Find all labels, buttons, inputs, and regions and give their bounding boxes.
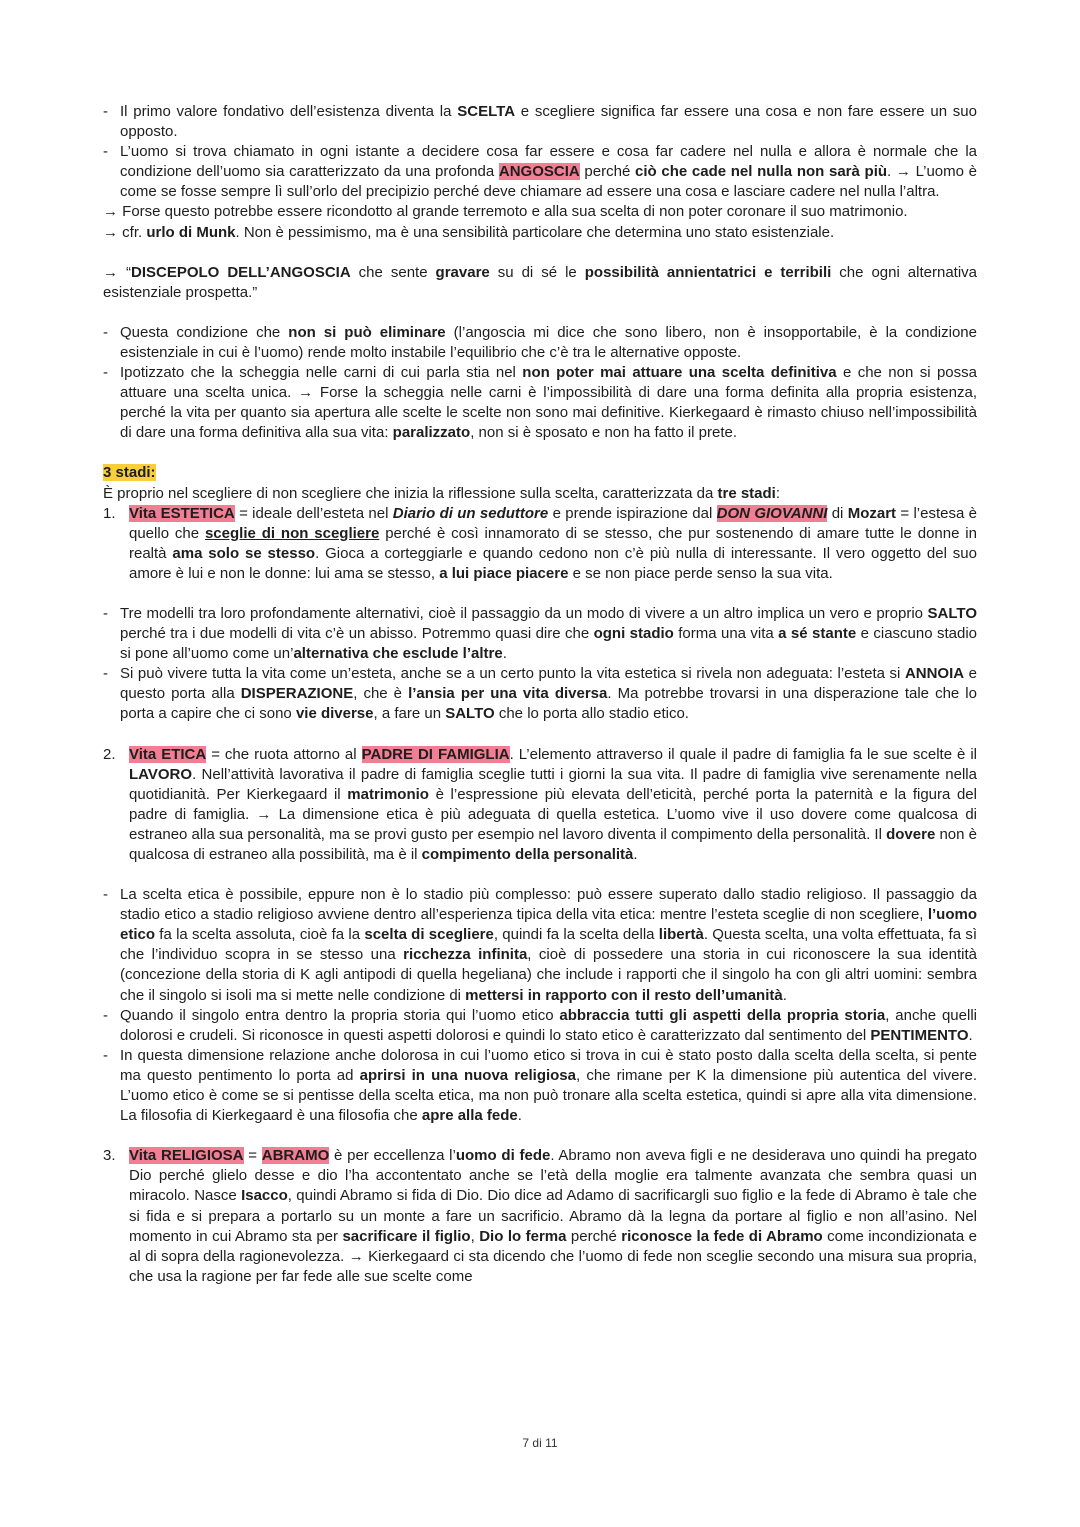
text-run: che sente [350, 263, 436, 281]
text-run: perché è così innamorato di se stesso, che pur sostenendo di amare tutte le donne in realtà [129, 524, 977, 562]
text-run: è l’espressione più elevata dell’eticità, perché porta la paternità e la figura del padre di famiglia. → La dimensione etica è più adeguata di quella estetica. L’uomo vive il uso dovere come qualcosa di estraneo alla sua personalità, ma se provi gusto per esempio nel lavoro diventa il compimento della personalità. Il [129, 785, 977, 843]
emphasis-text: non poter mai attuare una scelta definitiva [522, 364, 837, 382]
emphasis-text: mettersi in rapporto con il resto dell’umanità [465, 986, 783, 1004]
emphasis-text: aprirsi in una nuova religiosa [359, 1066, 576, 1084]
text-run: perché [566, 1227, 622, 1245]
emphasis-text: sacrificare il figlio [342, 1227, 471, 1245]
list-number: 2. [103, 745, 116, 763]
text-run: In questa dimensione relazione anche dolorosa in cui l’uomo etico si trova in cui è stato posto dalla scelta della scelta, si pente ma questo pentimento lo porta ad [120, 1046, 977, 1084]
text-run: Questa condizione che [120, 323, 289, 341]
emphasis-text: possibilità annientatrici e terribili [584, 263, 832, 281]
text-run: , [470, 1227, 480, 1245]
emphasis-text: paralizzato [392, 424, 471, 442]
bullet-item [103, 363, 977, 443]
text-run: La scelta etica è possibile, eppure non è lo stadio più complesso: può essere superato dallo stadio religioso. Il passaggio da stadio etico a stadio religioso avviene dentro all’esperienza tipica della vita etica: mentre l’esteta sceglie di non scegliere, [120, 886, 977, 924]
text-run: : [775, 484, 781, 502]
text-run: Ipotizzato che la scheggia nelle carni di cui parla stia nel [120, 364, 523, 382]
page-number: 7 di 11 [522, 1436, 558, 1450]
bullet-item [103, 604, 977, 664]
emphasis-text: sceglie di non scegliere [204, 524, 380, 542]
text-run: → Forse questo potrebbe essere ricondotto al grande terremoto e alla sua scelta di non poter coronare il suo matrimonio. [103, 203, 908, 221]
emphasis-text: ricchezza infinita [403, 946, 528, 964]
paragraph [103, 223, 977, 243]
text-run: = l’estesa è quello che [129, 504, 978, 542]
text-run: . Abramo non aveva figli e ne desiderava uno quindi ha pregato Dio perché glielo desse e dio l’ha accontentato anche se l’età della moglie era talmente avanzata che sembra quasi un miracolo. Nasce [129, 1147, 977, 1205]
emphasis-text: SCELTA [457, 103, 516, 120]
text-run: → cfr. [103, 223, 147, 241]
text-run: , non si è sposato e non ha fatto il prete. [470, 424, 738, 442]
text-run: e ciascuno stadio si pone all’uomo come un’ [120, 625, 977, 663]
paragraph [103, 484, 977, 504]
text-run: Tre modelli tra loro profondamente alternativi, cioè il passaggio da un modo di vivere a un altro implica un vero e proprio [120, 604, 928, 622]
text-run: Si può vivere tutta la vita come un’esteta, anche se a un certo punto la vita estetica si rivela non adeguata: l’esteta si [120, 665, 905, 683]
text-run: → “ [103, 263, 131, 281]
emphasis-text: a lui piace piacere [439, 564, 569, 582]
text-run: È proprio nel scegliere di non scegliere che inizia la riflessione sulla scelta, caratterizzata da [103, 484, 718, 502]
text-run: e scegliere significa far essere una cosa e non fare essere un suo opposto. [120, 103, 977, 141]
text-run: (l’angoscia mi dice che sono libero, non è insopportabile, è la condizione esistenziale in cui è l’uomo) rende molto instabile l’equilibrio che c’è tra le alternative opposte. [120, 323, 977, 361]
emphasis-text: Vita ESTETICA [129, 504, 235, 522]
emphasis-text: SALTO [927, 604, 977, 622]
text-run: perché tra i due modelli di vita c’è un abisso. Potremmo quasi dire che [120, 625, 594, 643]
text-run: . [968, 1026, 973, 1044]
emphasis-text: ama solo se stesso [172, 544, 316, 562]
emphasis-text: riconosce la fede di Abramo [621, 1227, 823, 1245]
emphasis-text: Diario di un seduttore [392, 504, 549, 522]
numbered-item [103, 1146, 977, 1287]
bullet-item [103, 664, 977, 724]
emphasis-text: l’uomo etico [120, 906, 977, 944]
emphasis-text: non si può eliminare [288, 323, 446, 341]
text-run: , a fare un [373, 705, 446, 723]
paragraph [103, 202, 977, 222]
paragraph-spacer [103, 243, 977, 263]
numbered-item [103, 504, 977, 584]
bullet-item [103, 102, 977, 142]
text-run: , che è [353, 685, 409, 703]
text-run: , quindi Abramo si fida di Dio. Dio dice ad Adamo di sacrificargli suo figlio e la fede di Abramo è tale che si fida e si prepara a portarlo su un monte a fare un sacrificio. Abramo dà la legna da portare al figlio e non all’asino. Nel momento in cui Abramo sta per [129, 1187, 978, 1245]
text-run: di [827, 504, 848, 522]
numbered-item [103, 745, 977, 866]
emphasis-text: vie diverse [295, 705, 374, 723]
list-number: 1. [103, 504, 116, 522]
text-run: che ogni alternativa esistenziale prospetta.” [103, 263, 978, 301]
paragraph-spacer [103, 1126, 977, 1146]
emphasis-text: 3 stadi: [103, 464, 156, 482]
paragraph-spacer [103, 443, 977, 463]
text-run: . Ma potrebbe trovarsi in una disperazione tale che lo porta a capire che ci sono [120, 685, 977, 723]
text-run: Il primo valore fondativo dell’esistenza diventa la [120, 103, 458, 120]
text-run: L’uomo si trova chiamato in ogni istante a decidere cosa far essere e cosa far cadere nel nulla e allora è normale che la condizione dell’uomo sia caratterizzato da una profonda [120, 143, 977, 181]
emphasis-text: tre stadi [717, 484, 776, 502]
text-run: Quando il singolo entra dentro la propria storia qui l’uomo etico [120, 1006, 560, 1024]
text-run: . L’elemento attraverso il quale il padre di famiglia fa le sue scelte è il [509, 745, 978, 763]
emphasis-text: abbraccia tutti gli aspetti della propria storia [559, 1006, 886, 1024]
document-body [103, 102, 977, 1287]
emphasis-text: Vita RELIGIOSA [129, 1147, 244, 1165]
bullet-item [103, 1046, 977, 1126]
text-run: . → L’uomo è come se fosse sempre lì sull’orlo del precipizio perché deve chiamare ad essere una cosa e lasciare cadere nel nulla l’altra. [120, 163, 977, 201]
text-run: . Gioca a corteggiarle e quando cedono non c’è più nulla di interessante. Il vero oggetto del suo amore è lui e non le donne: lui ama se stesso, [129, 544, 977, 582]
text-run: e questo porta alla [120, 665, 977, 703]
emphasis-text: compimento della personalità [421, 846, 634, 863]
paragraph-spacer [103, 584, 977, 604]
text-run: = [243, 1147, 262, 1165]
text-run: , anche quelli dolorosi e crudeli. Si riconosce in questi aspetti dolorosi e quindi lo stato etico è caratterizzato dal sentimento del [120, 1006, 977, 1044]
text-run: = ideale dell’esteta nel [234, 504, 393, 522]
emphasis-text: matrimonio [347, 785, 429, 803]
text-run: e che non si possa attuare una scelta unica. → Forse la scheggia nelle carni è l’impossibilità di dare una forma definita alla propria esistenza, perché la vita per quanto sia apertura alle scelte le scelte non sono mai definitive. Kierkegaard è rimasto chiuso nell’impossibilità di dare una forma definitiva alla sua vita: [120, 364, 977, 442]
emphasis-text: dovere [886, 825, 936, 843]
text-run: che lo porta allo stadio etico. [494, 705, 689, 723]
emphasis-text: ogni stadio [593, 625, 674, 643]
text-run: , quindi fa la scelta della [493, 926, 659, 944]
text-run: , che rimane per K la dimensione più autentica del vivere. L’uomo etico è come se si pentisse della scelta etica, ma non può tronare alla scelta estetica, quindi si apre alla vita dimensione. La filosofia di Kierkegaard è una filosofia che [120, 1066, 977, 1125]
text-run: . [502, 645, 507, 663]
emphasis-text: a sé stante [778, 625, 857, 643]
emphasis-text: urlo di Munk [146, 223, 236, 241]
emphasis-text: libertà [658, 926, 704, 944]
paragraph-spacer [103, 725, 977, 745]
text-run: è per eccellenza l’ [329, 1147, 456, 1165]
emphasis-text: Isacco [241, 1187, 288, 1205]
bullet-item [103, 323, 977, 363]
text-run: . [782, 986, 787, 1004]
text-run: . Nell’attività lavorativa il padre di famiglia sceglie tutti i giorni la sua vita. Il padre di famiglia vive serenamente nella quotidianità. Per Kierkegaard il [129, 765, 977, 803]
text-run: perché [579, 163, 635, 181]
bullet-item [103, 885, 977, 1006]
emphasis-text: apre alla fede [421, 1107, 518, 1125]
paragraph [103, 263, 977, 303]
emphasis-text: Dio lo ferma [479, 1227, 567, 1245]
text-run: forma una vita [673, 625, 779, 643]
emphasis-text: alternativa che esclude l’altre [293, 645, 503, 663]
text-run: e prende ispirazione dal [548, 504, 717, 522]
emphasis-text: ANGOSCIA [498, 163, 580, 181]
emphasis-text: DON GIOVANNI [716, 504, 828, 522]
emphasis-text: DISCEPOLO DELL’ANGOSCIA [131, 263, 351, 281]
emphasis-text: ANNOIA [904, 665, 965, 683]
text-run: come incondizionata e al di sopra della ragionevolezza. → Kierkegaard ci sta dicendo che l’uomo di fede non sceglie secondo una misura sua propria, che usa la ragione per far fede alle sue scelte come [129, 1227, 977, 1285]
emphasis-text: uomo di fede [455, 1147, 551, 1165]
emphasis-text: l’ansia per una vita diversa [408, 685, 608, 703]
emphasis-text: PENTIMENTO [870, 1026, 969, 1044]
paragraph [103, 463, 977, 483]
text-run: . [517, 1107, 522, 1125]
paragraph-spacer [103, 865, 977, 885]
text-run: . [633, 846, 638, 863]
text-run: e se non piace perde senso la sua vita. [568, 564, 833, 582]
bullet-item [103, 1006, 977, 1046]
emphasis-text: PADRE DI FAMIGLIA [361, 745, 510, 763]
bullet-item [103, 142, 977, 202]
list-number: 3. [103, 1147, 116, 1165]
emphasis-text: Vita ETICA [129, 745, 207, 763]
paragraph-spacer [103, 303, 977, 323]
text-run: fa la scelta assoluta, cioè fa la [155, 926, 365, 944]
text-run: , cioè di possedere una storia in cui riconoscere la sua identità (concezione della storia di K agli antipodi di quella hegeliana) che include i rapporti che il singolo ha con gli altri uomini: sembra che il singolo si isoli ma si mette nelle condizione di [120, 946, 977, 1004]
emphasis-text: LAVORO [129, 765, 193, 783]
text-run: . Questa scelta, una volta effettuata, fa sì che l’individuo scopra in se stesso una [120, 926, 977, 964]
emphasis-text: SALTO [445, 705, 495, 723]
text-run: non è qualcosa di estraneo alla possibilità, ma è il [129, 825, 978, 863]
emphasis-text: Mozart [847, 504, 897, 522]
emphasis-text: ciò che cade nel nulla non sarà più [634, 163, 888, 181]
text-run: su di sé le [489, 263, 585, 281]
emphasis-text: ABRAMO [261, 1147, 330, 1165]
emphasis-text: gravare [435, 263, 490, 281]
text-run: . Non è pessimismo, ma è una sensibilità particolare che determina uno stato esistenziale. [235, 223, 835, 241]
emphasis-text: DISPERAZIONE [240, 685, 354, 703]
text-run: = che ruota attorno al [206, 745, 362, 763]
emphasis-text: scelta di scegliere [364, 926, 494, 944]
